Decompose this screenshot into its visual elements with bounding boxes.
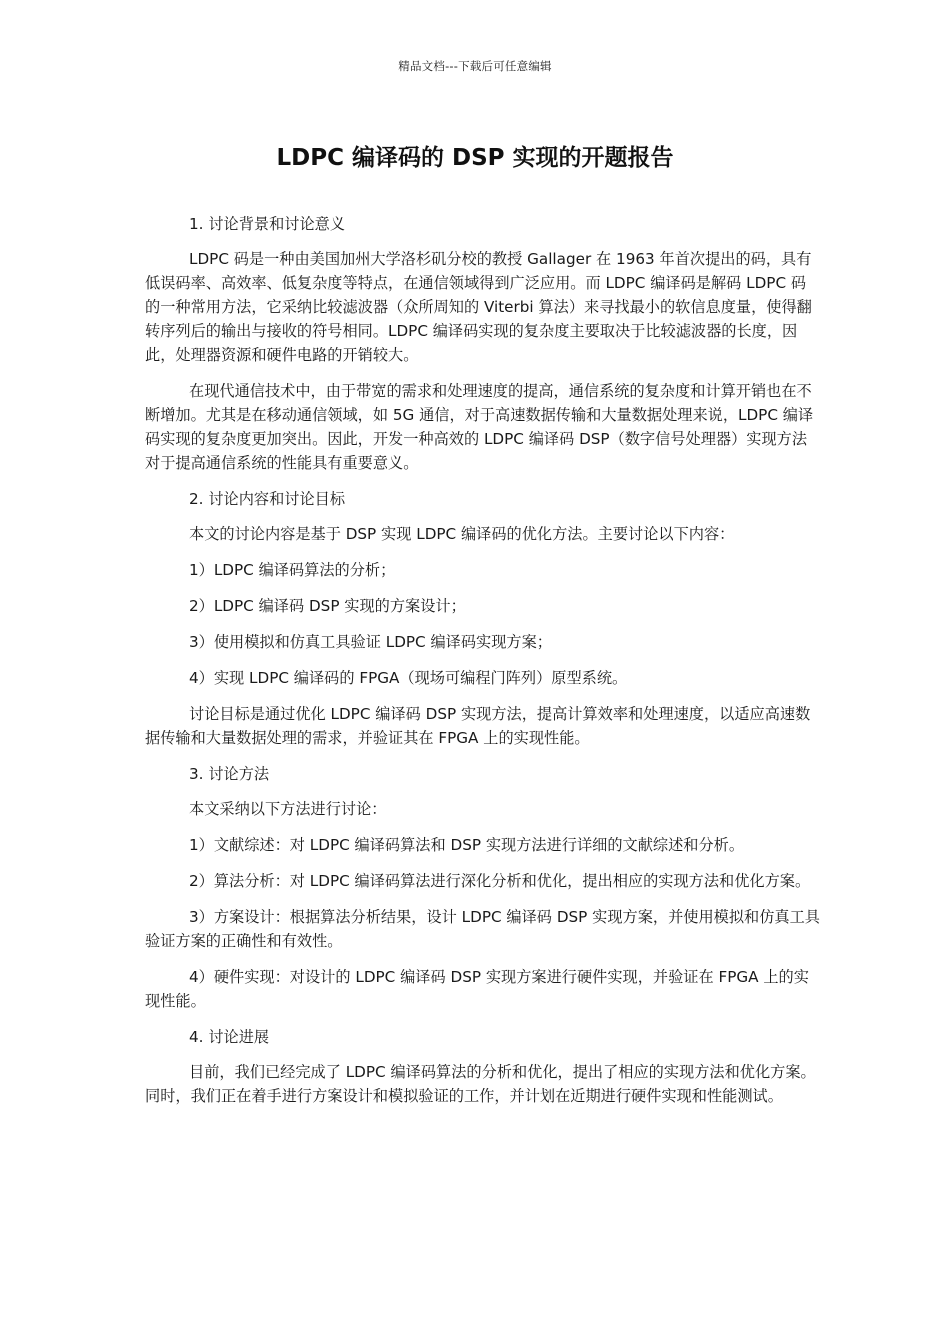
section-heading-methods: 3. 讨论方法 (189, 765, 270, 783)
list-item-content-2: 2）LDPC 编译码 DSP 实现的方案设计； (189, 597, 466, 615)
section-heading-background: 1. 讨论背景和讨论意义 (189, 215, 346, 233)
paragraph-content-intro: 本文的讨论内容是基于 DSP 实现 LDPC 编译码的优化方法。主要讨论以下内容： (189, 525, 735, 543)
list-item-content-4: 4）实现 LDPC 编译码的 FPGA（现场可编程门阵列）原型系统。 (189, 669, 628, 687)
paragraph-ldpc-intro: LDPC 码是一种由美国加州大学洛杉矶分校的教授 Gallager 在 1963 年首次提出的码，具有低误码率、高效率、低复杂度等特点，在通信领域得到广泛应用。而 LDPC 编译码是解码 LDPC 码的一种常用方法，它采纳比较滤波器（众所周知的 Viterbi 算法）来寻找最小的软信息度量，使得翻转序列后的输出与接收的符号相同。LDPC 编译码实现的复杂度主要取决于比较滤波器的长度，因此，处理器资源和硬件电路的开销较大。 (145, 250, 812, 364)
paragraph-methods-intro: 本文采纳以下方法进行讨论： (189, 800, 387, 818)
paragraph-goals: 讨论目标是通过优化 LDPC 编译码 DSP 实现方法，提高计算效率和处理速度，以适应高速数据传输和大量数据处理的需求，并验证其在 FPGA 上的实现性能。 (145, 705, 811, 747)
list-item-content-3: 3）使用模拟和仿真工具验证 LDPC 编译码实现方案； (189, 633, 552, 651)
list-item-method-4: 4）硬件实现：对设计的 LDPC 编译码 DSP 实现方案进行硬件实现，并验证在 FPGA 上的实现性能。 (145, 968, 809, 1010)
document-body (145, 212, 820, 1120)
document-title: LDPC 编译码的 DSP 实现的开题报告 (276, 145, 674, 171)
list-item-method-2: 2）算法分析：对 LDPC 编译码算法进行深化分析和优化，提出相应的实现方法和优化方案。 (189, 872, 811, 890)
section-heading-content-goals: 2. 讨论内容和讨论目标 (189, 490, 346, 508)
section-heading-progress: 4. 讨论进展 (189, 1028, 270, 1046)
paragraph-progress: 目前，我们已经完成了 LDPC 编译码算法的分析和优化，提出了相应的实现方法和优化方案。同时，我们正在着手进行方案设计和模拟验证的工作，并计划在近期进行硬件实现和性能测试。 (145, 1063, 816, 1105)
list-item-method-3: 3）方案设计：根据算法分析结果，设计 LDPC 编译码 DSP 实现方案，并使用模拟和仿真工具验证方案的正确性和有效性。 (145, 908, 820, 950)
list-item-content-1: 1）LDPC 编译码算法的分析； (189, 561, 396, 579)
paragraph-modern-communications: 在现代通信技术中，由于带宽的需求和处理速度的提高，通信系统的复杂度和计算开销也在不断增加。尤其是在移动通信领域，如 5G 通信，对于高速数据传输和大量数据处理来说，LDPC 编译码实现的复杂度更加突出。因此，开发一种高效的 LDPC 编译码 DSP（数字信号处理器）实现方法对于提高通信系统的性能具有重要意义。 (145, 382, 814, 472)
header-note: 精品文档---下载后可任意编辑 (398, 59, 552, 73)
list-item-method-1: 1）文献综述：对 LDPC 编译码算法和 DSP 实现方法进行详细的文献综述和分析。 (189, 836, 745, 854)
